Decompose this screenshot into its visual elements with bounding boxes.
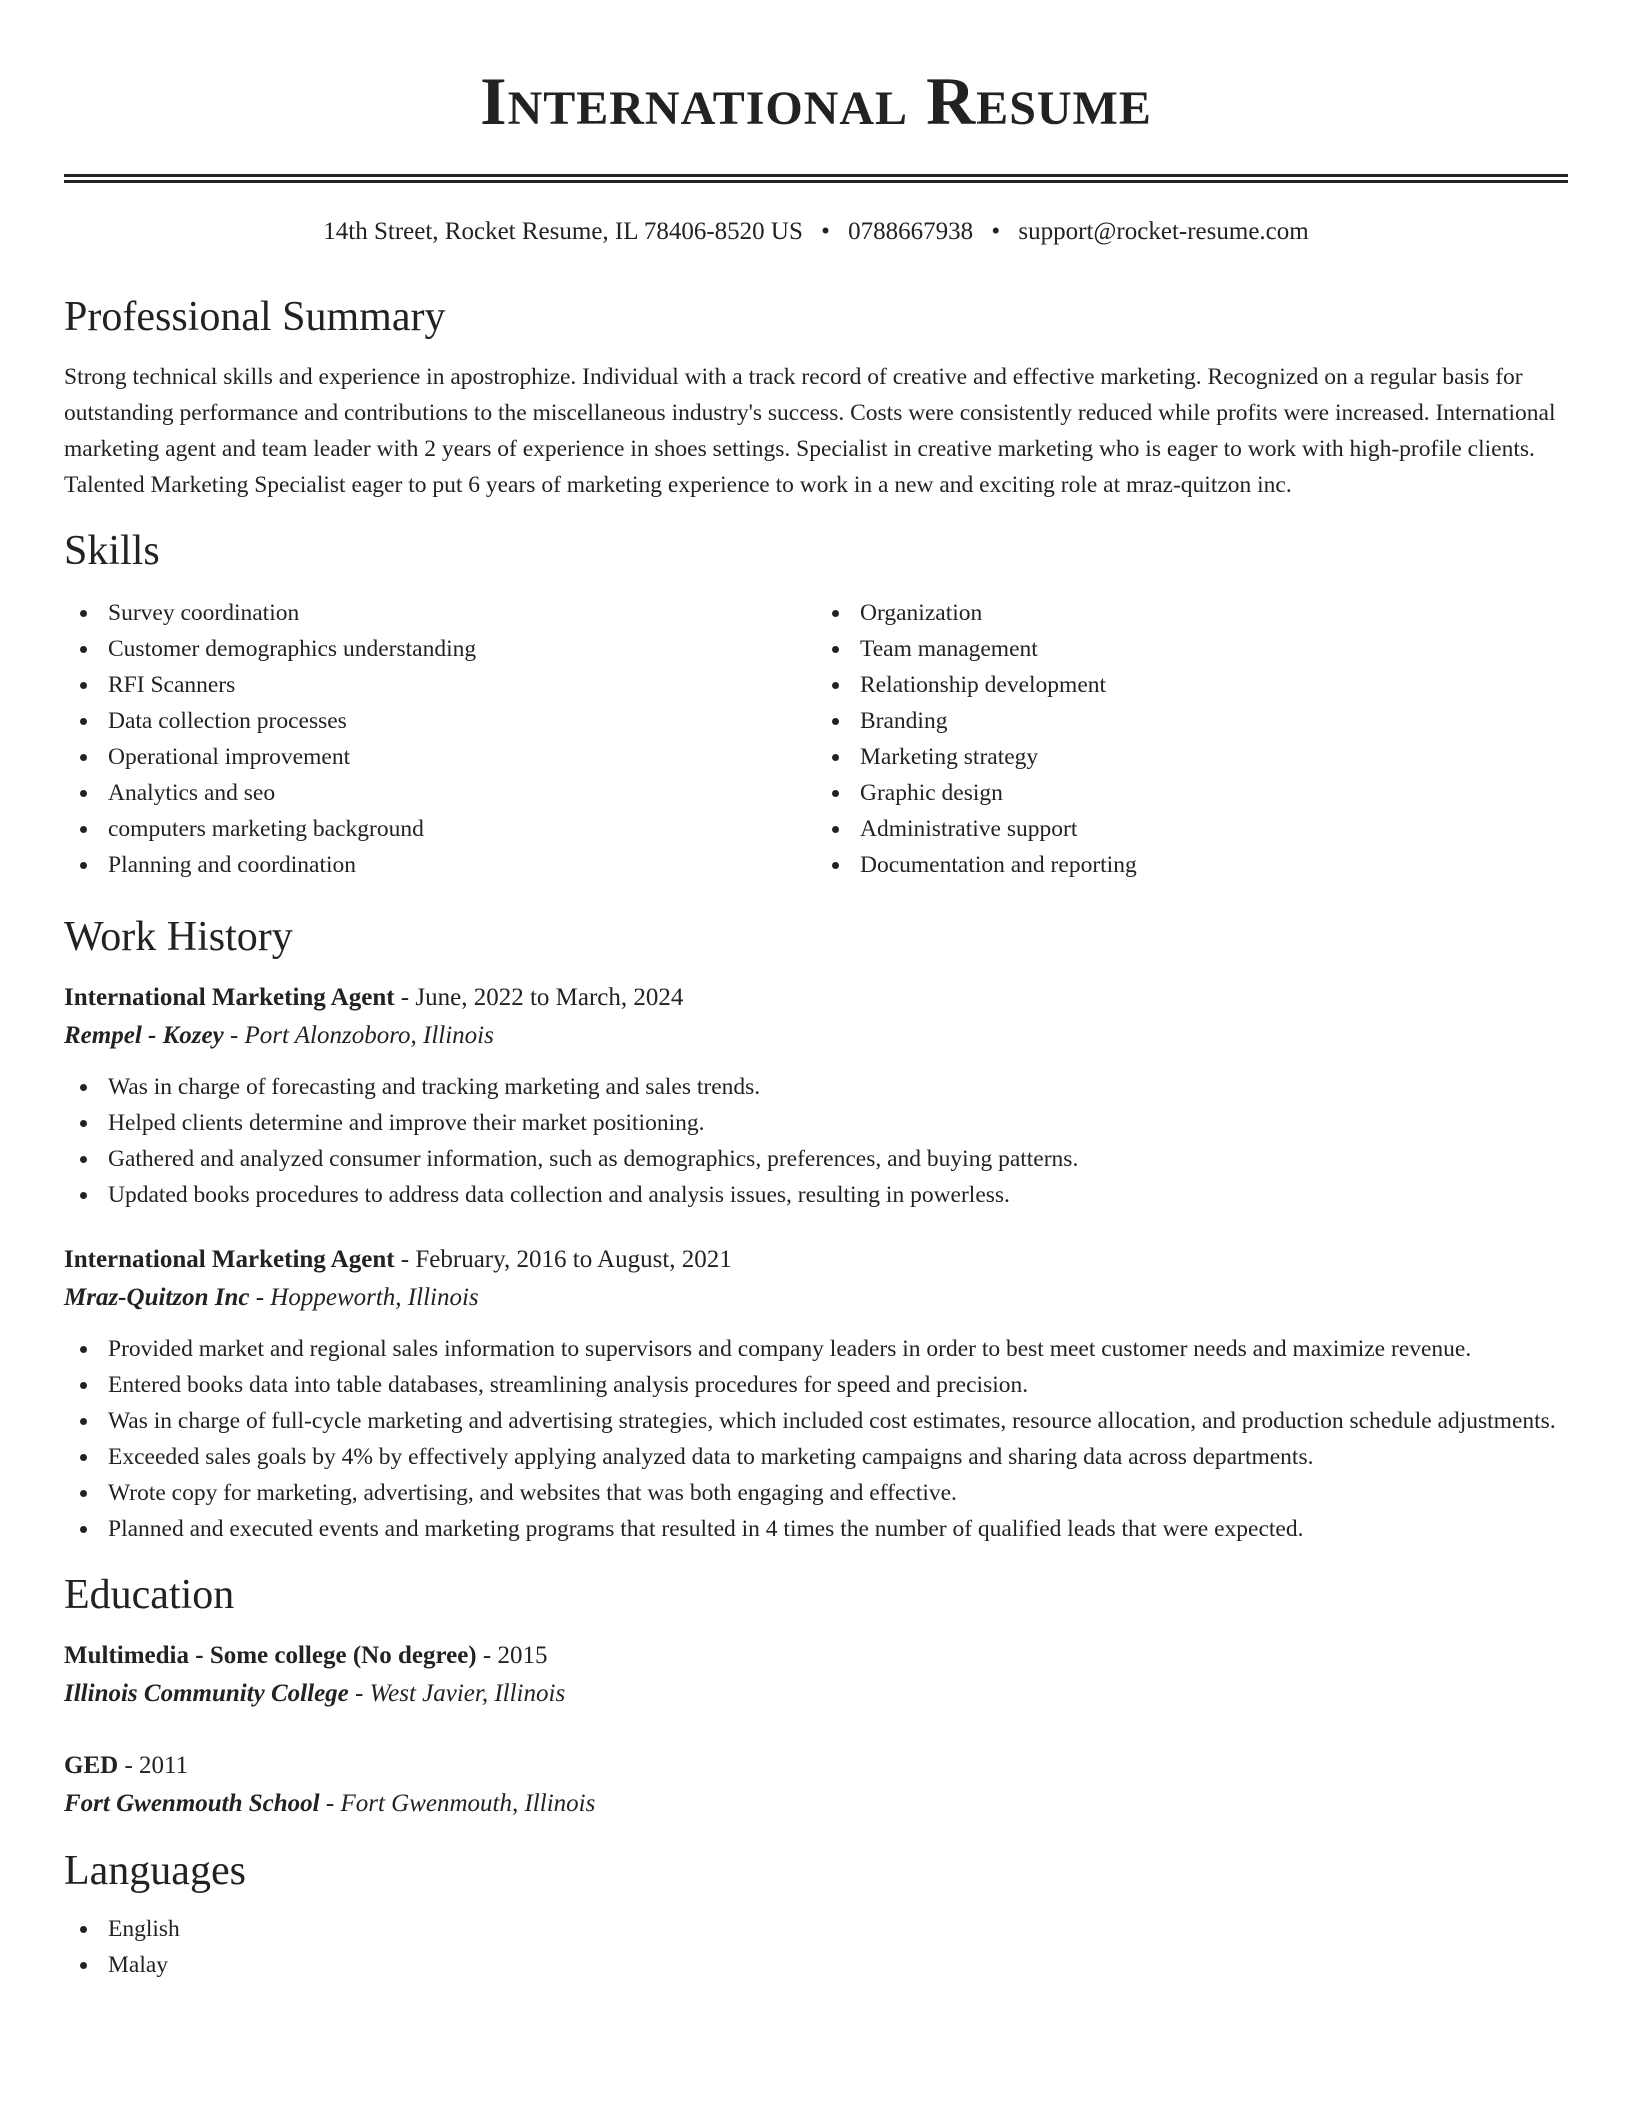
bullet-icon: [832, 790, 839, 797]
education-school-line: [64, 1675, 1568, 1713]
contact-address: 14th Street, Rocket Resume, IL 78406-8520 US: [323, 218, 803, 245]
education-degree: Multimedia - Some college (No degree): [64, 1642, 477, 1669]
skills-heading: Skills: [64, 528, 160, 574]
education-location: - West Javier, Illinois: [348, 1680, 566, 1707]
work-history-heading: Work History: [64, 914, 293, 960]
job-duty: Helped clients determine and improve their market positioning.: [64, 1105, 1568, 1141]
contact-separator: •: [991, 218, 1001, 245]
languages-heading: Languages: [64, 1848, 246, 1894]
languages-list: [64, 1911, 1568, 1983]
skill-item: Administrative support: [816, 811, 1568, 847]
job-duty: Was in charge of forecasting and tracking marketing and sales trends.: [64, 1069, 1568, 1105]
job-company-line: [64, 1279, 1568, 1317]
job-company: Mraz-Quitzon Inc: [64, 1284, 250, 1311]
skill-item: Branding: [816, 703, 1568, 739]
skills-column-right: [816, 595, 1568, 883]
skill-item: Organization: [816, 595, 1568, 631]
bullet-icon: [832, 682, 839, 689]
bullet-icon: [80, 1346, 87, 1353]
skill-item: Relationship development: [816, 667, 1568, 703]
job-duty: Was in charge of full-cycle marketing and advertising strategies, which included cost estimates, resource allocation, and production schedule adjustments.: [64, 1403, 1568, 1439]
job-duty: Updated books procedures to address data collection and analysis issues, resulting in powerless.: [64, 1177, 1568, 1213]
job-duties: [64, 1069, 1568, 1213]
education-degree-line: [64, 1637, 1568, 1675]
job-title-line: [64, 979, 1568, 1017]
skills-column-left: [64, 595, 816, 883]
skill-item: Operational improvement: [64, 739, 816, 775]
bullet-icon: [80, 1120, 87, 1127]
skill-item: Data collection processes: [64, 703, 816, 739]
job-duties: [64, 1331, 1568, 1547]
job-location: - Port Alonzoboro, Illinois: [223, 1022, 494, 1049]
job-company: Rempel - Kozey: [64, 1022, 224, 1049]
bullet-icon: [832, 610, 839, 617]
contact-phone[interactable]: 0788667938: [848, 218, 974, 245]
bullet-icon: [80, 1084, 87, 1091]
summary-heading: Professional Summary: [64, 294, 446, 340]
bullet-icon: [80, 1192, 87, 1199]
skill-item: Analytics and seo: [64, 775, 816, 811]
bullet-icon: [80, 646, 87, 653]
header-divider: [64, 174, 1568, 183]
job-duty: Exceeded sales goals by 4% by effectively applying analyzed data to marketing campaigns and sharing data across departments.: [64, 1439, 1568, 1475]
language-item: English: [64, 1911, 1568, 1947]
bullet-icon: [80, 1926, 87, 1933]
job-title-line: [64, 1241, 1568, 1279]
education-school-line: [64, 1785, 1568, 1823]
education-school: Illinois Community College: [64, 1680, 349, 1707]
job-location: - Hoppeworth, Illinois: [249, 1284, 479, 1311]
job-duty: Entered books data into table databases, streamlining analysis procedures for speed and precision.: [64, 1367, 1568, 1403]
contact-separator: •: [821, 218, 830, 245]
skill-item: Team management: [816, 631, 1568, 667]
education-location: - Fort Gwenmouth, Illinois: [319, 1790, 596, 1817]
job-dates: - June, 2022 to March, 2024: [394, 984, 684, 1011]
skill-item: computers marketing background: [64, 811, 816, 847]
bullet-icon: [80, 682, 87, 689]
contact-email[interactable]: support@rocket-resume.com: [1018, 218, 1309, 245]
education-year: - 2011: [118, 1752, 189, 1779]
education-entry: [64, 1747, 1568, 1823]
bullet-icon: [832, 646, 839, 653]
bullet-icon: [80, 1418, 87, 1425]
bullet-icon: [80, 1454, 87, 1461]
bullet-icon: [80, 1526, 87, 1533]
skill-item: Documentation and reporting: [816, 847, 1568, 883]
job-duty: Planned and executed events and marketing programs that resulted in 4 times the number of qualified leads that were expected.: [64, 1511, 1568, 1547]
job-company-line: [64, 1017, 1568, 1055]
bullet-icon: [80, 610, 87, 617]
bullet-icon: [80, 754, 87, 761]
bullet-icon: [80, 1382, 87, 1389]
education-year: - 2015: [476, 1642, 548, 1669]
education-entry: [64, 1637, 1568, 1713]
bullet-icon: [832, 718, 839, 725]
bullet-icon: [80, 1962, 87, 1969]
job-entry: [64, 979, 1568, 1213]
job-duty: Gathered and analyzed consumer information, such as demographics, preferences, and buying patterns.: [64, 1141, 1568, 1177]
skill-item: Planning and coordination: [64, 847, 816, 883]
skill-item: RFI Scanners: [64, 667, 816, 703]
bullet-icon: [832, 862, 839, 869]
job-duty: Provided market and regional sales information to supervisors and company leaders in order to best meet customer needs and maximize revenue.: [64, 1331, 1568, 1367]
bullet-icon: [832, 754, 839, 761]
language-item: Malay: [64, 1947, 1568, 1983]
bullet-icon: [80, 790, 87, 797]
skills-list: [64, 595, 1568, 883]
job-title: International Marketing Agent: [64, 984, 395, 1011]
education-heading: Education: [64, 1572, 235, 1618]
skill-item: Marketing strategy: [816, 739, 1568, 775]
job-duty: Wrote copy for marketing, advertising, and websites that was both engaging and effective.: [64, 1475, 1568, 1511]
job-entry: [64, 1241, 1568, 1547]
education-degree-line: [64, 1747, 1568, 1785]
skill-item: Survey coordination: [64, 595, 816, 631]
bullet-icon: [80, 862, 87, 869]
job-title: International Marketing Agent: [64, 1246, 395, 1273]
education-degree: GED: [64, 1752, 119, 1779]
summary-text: Strong technical skills and experience in apostrophize. Individual with a track record of creative and effective marketing. Recognized on a regular basis for outstanding performance and contributions to the miscellaneous industry's success. Costs were consistently reduced while profits were increased. International marketing agent and team leader with 2 years of experience in shoes settings. Specialist in creative marketing who is eager to work with high-profile clients. Talented Marketing Specialist eager to put 6 years of marketing experience to work in a new and exciting role at mraz-quitzon inc.: [64, 364, 1556, 498]
bullet-icon: [80, 718, 87, 725]
bullet-icon: [832, 826, 839, 833]
education-school: Fort Gwenmouth School: [64, 1790, 320, 1817]
skill-item: Graphic design: [816, 775, 1568, 811]
bullet-icon: [80, 1156, 87, 1163]
bullet-icon: [80, 826, 87, 833]
job-dates: - February, 2016 to August, 2021: [394, 1246, 732, 1273]
contact-line: [64, 215, 1568, 249]
skill-item: Customer demographics understanding: [64, 631, 816, 667]
resume-name: International Resume: [480, 63, 1152, 139]
bullet-icon: [80, 1490, 87, 1497]
